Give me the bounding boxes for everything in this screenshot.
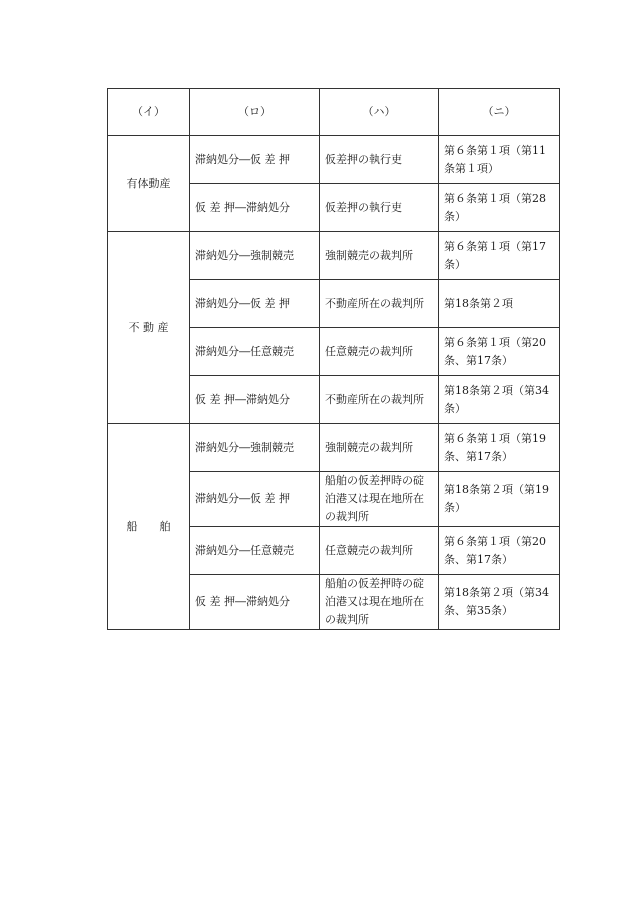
- header-cell-i: （イ）: [108, 89, 190, 136]
- court-cell: 仮差押の執行吏: [320, 184, 439, 232]
- article-cell: 第６条第１項（第28条）: [439, 184, 560, 232]
- header-cell-ro: （ロ）: [190, 89, 320, 136]
- article-cell: 第６条第１項（第20条、第17条）: [439, 328, 560, 376]
- article-cell: 第６条第１項（第20条、第17条）: [439, 527, 560, 575]
- article-cell: 第６条第１項（第19条、第17条）: [439, 424, 560, 472]
- procedure-cell: 仮 差 押―滞納処分: [190, 376, 320, 424]
- property-type-cell: 有体動産: [108, 136, 190, 232]
- procedure-cell: 仮 差 押―滞納処分: [190, 575, 320, 630]
- article-cell: 第６条第１項（第17条）: [439, 232, 560, 280]
- court-cell: 任意競売の裁判所: [320, 328, 439, 376]
- procedure-cell: 滞納処分―強制競売: [190, 424, 320, 472]
- procedure-cell: 滞納処分―仮 差 押: [190, 280, 320, 328]
- court-cell: 不動産所在の裁判所: [320, 280, 439, 328]
- procedure-cell: 滞納処分―仮 差 押: [190, 472, 320, 527]
- procedure-cell: 滞納処分―強制競売: [190, 232, 320, 280]
- procedure-cell: 仮 差 押―滞納処分: [190, 184, 320, 232]
- header-row: [108, 89, 560, 136]
- court-cell: 強制競売の裁判所: [320, 424, 439, 472]
- court-cell: 任意競売の裁判所: [320, 527, 439, 575]
- court-cell: 強制競売の裁判所: [320, 232, 439, 280]
- procedure-cell: 滞納処分―任意競売: [190, 527, 320, 575]
- court-cell: 仮差押の執行吏: [320, 136, 439, 184]
- procedure-cell: 滞納処分―任意競売: [190, 328, 320, 376]
- table-row: [108, 136, 560, 184]
- article-cell: 第18条第２項（第34条、第35条）: [439, 575, 560, 630]
- property-type-cell: 船 舶: [108, 424, 190, 630]
- article-cell: 第６条第１項（第11条第１項）: [439, 136, 560, 184]
- court-cell: 船舶の仮差押時の碇泊港又は現在地所在の裁判所: [320, 575, 439, 630]
- header-cell-ha: （ハ）: [320, 89, 439, 136]
- procedure-cell: 滞納処分―仮 差 押: [190, 136, 320, 184]
- jurisdiction-table: [107, 88, 560, 630]
- table-row: [108, 424, 560, 472]
- article-cell: 第18条第２項: [439, 280, 560, 328]
- article-cell: 第18条第２項（第19条）: [439, 472, 560, 527]
- header-cell-ni: （ニ）: [439, 89, 560, 136]
- article-cell: 第18条第２項（第34条）: [439, 376, 560, 424]
- table-row: [108, 232, 560, 280]
- property-type-cell: 不 動 産: [108, 232, 190, 424]
- court-cell: 船舶の仮差押時の碇泊港又は現在地所在の裁判所: [320, 472, 439, 527]
- court-cell: 不動産所在の裁判所: [320, 376, 439, 424]
